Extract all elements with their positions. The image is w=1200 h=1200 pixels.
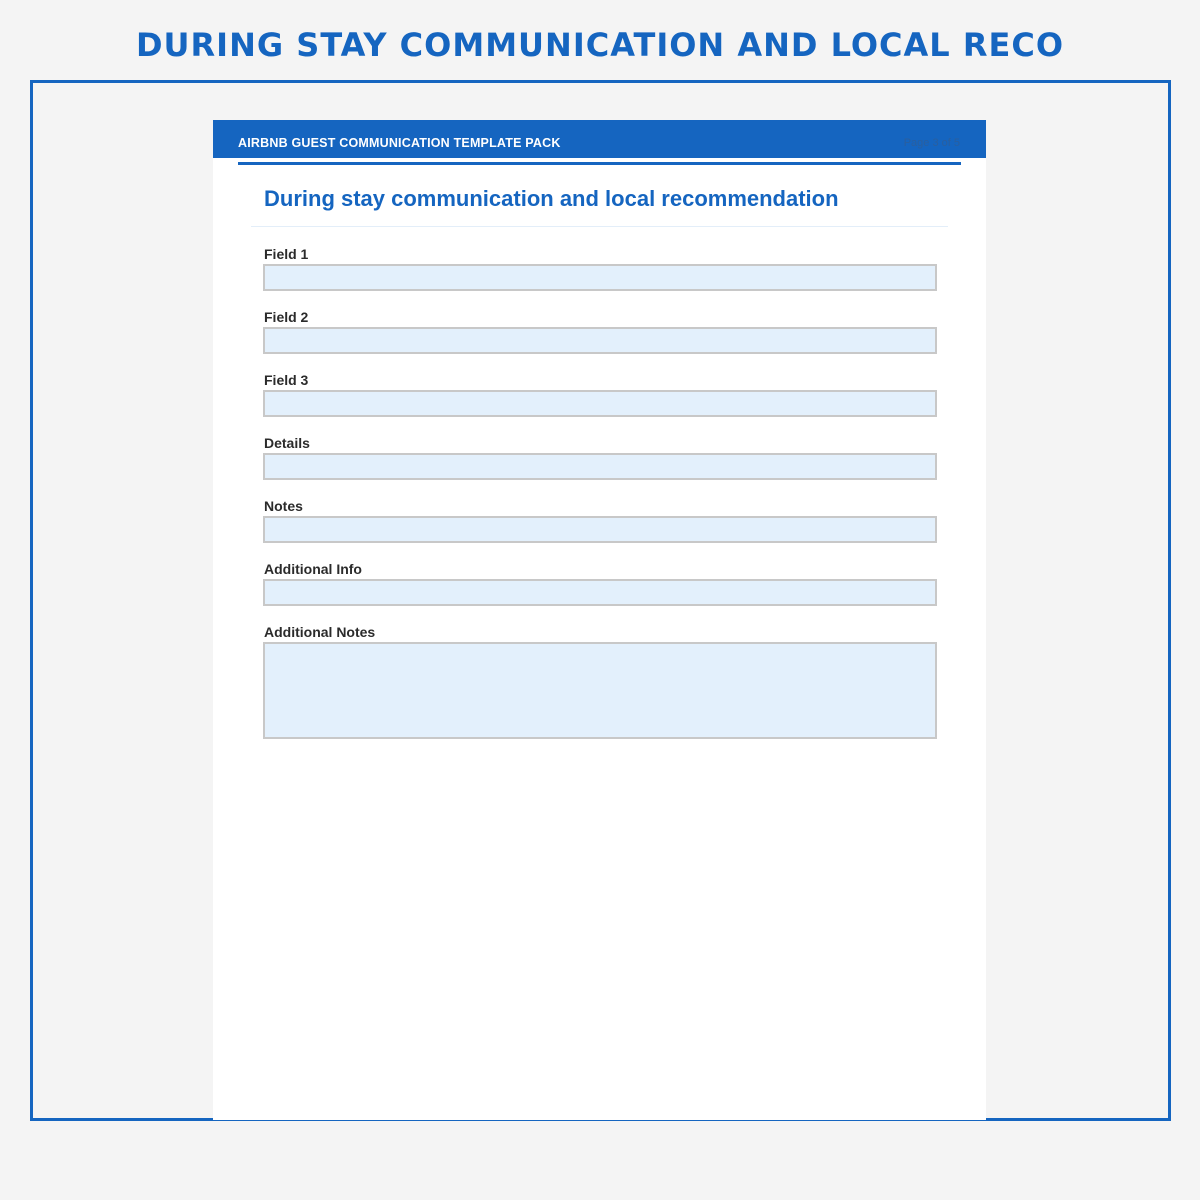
details-label: Details — [264, 435, 310, 451]
document-page — [213, 120, 986, 1120]
header-divider — [238, 162, 961, 165]
field-2-input[interactable] — [263, 327, 937, 354]
notes-label: Notes — [264, 498, 303, 514]
additional-notes-label: Additional Notes — [264, 624, 376, 640]
additional-info-label: Additional Info — [264, 561, 362, 577]
field-3-label: Field 3 — [264, 372, 309, 388]
section-title-divider — [251, 226, 948, 227]
section-title: During stay communication and local recommendation — [264, 186, 839, 211]
document-header-title: AIRBNB GUEST COMMUNICATION TEMPLATE PACK — [238, 136, 561, 150]
notes-input[interactable] — [263, 516, 937, 543]
field-1-input[interactable] — [263, 264, 937, 291]
field-3-input[interactable] — [263, 390, 937, 417]
additional-notes-textarea[interactable] — [263, 642, 937, 739]
page-banner-title: DURING STAY COMMUNICATION AND LOCAL RECO — [135, 26, 1065, 64]
page-indicator: Page 3 of 5 — [903, 137, 960, 149]
additional-info-input[interactable] — [263, 579, 937, 606]
field-1-label: Field 1 — [264, 246, 309, 262]
document-header-bar — [213, 120, 986, 158]
details-input[interactable] — [263, 453, 937, 480]
field-2-label: Field 2 — [264, 309, 309, 325]
